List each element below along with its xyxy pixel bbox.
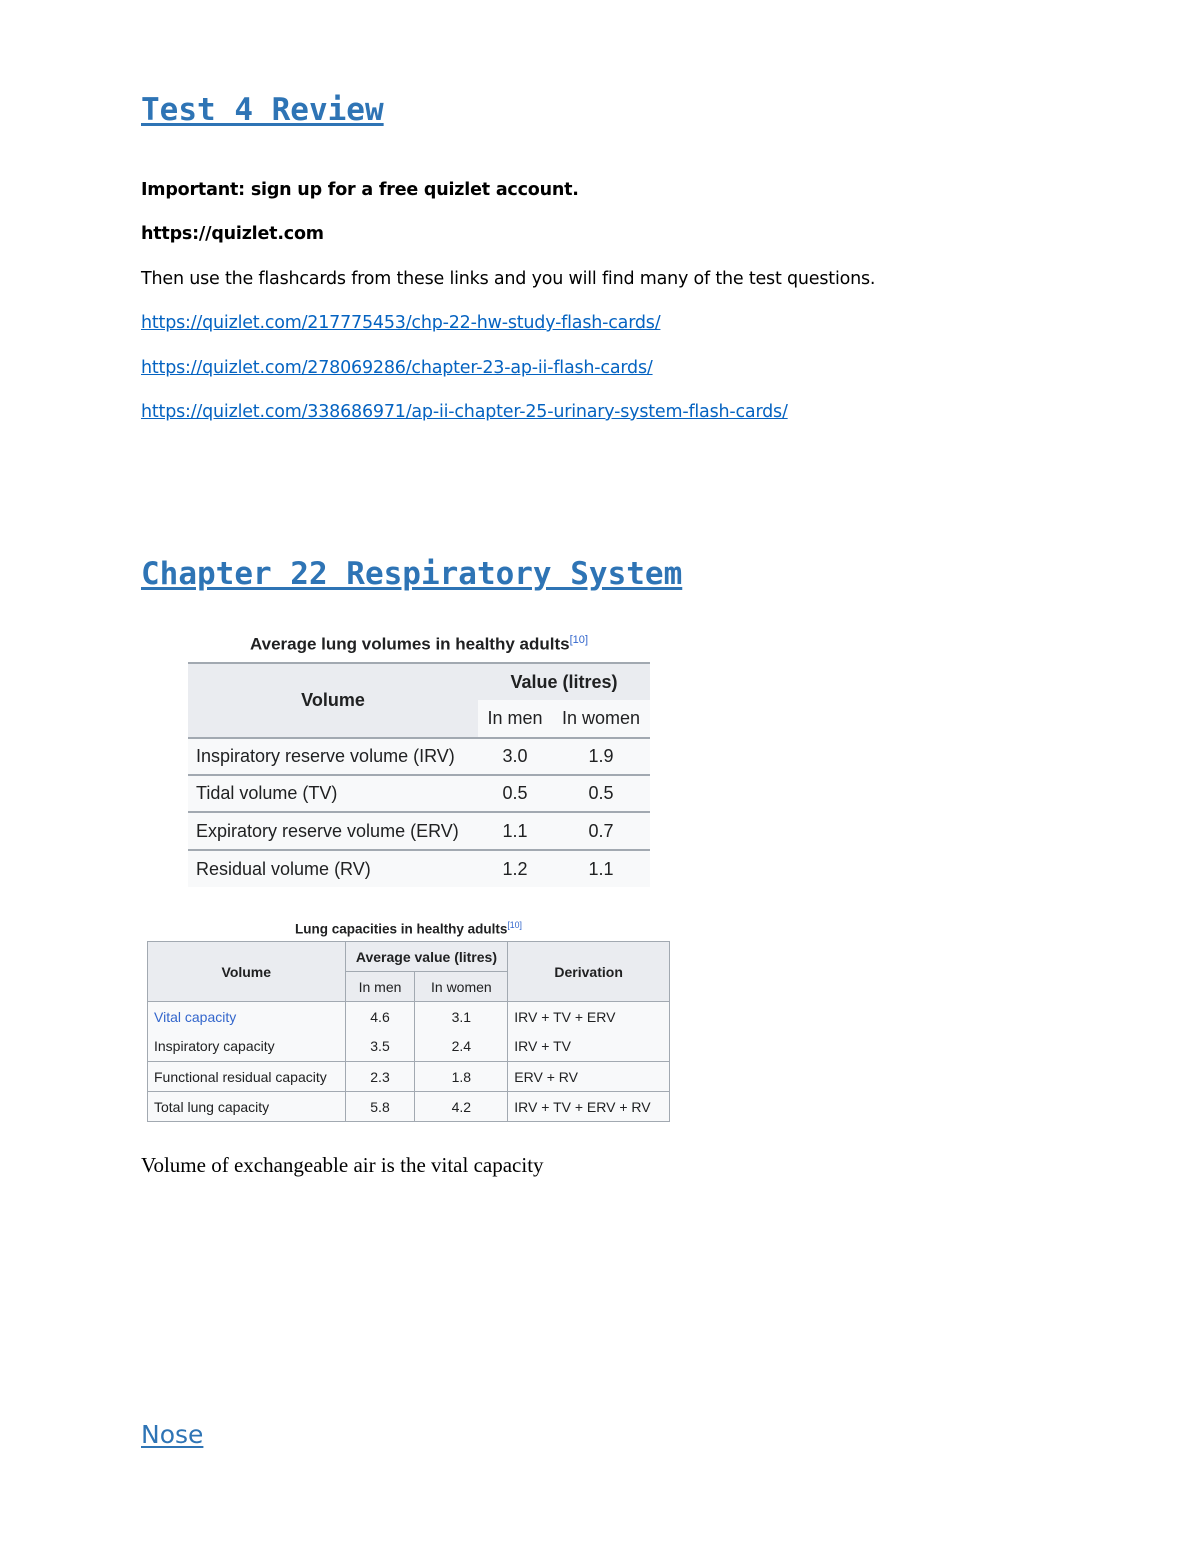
flashcard-link-chp25[interactable]: https://quizlet.com/338686971/ap-ii-chapter-25-urinary-system-flash-cards/ <box>141 402 788 422</box>
row-men: 0.5 <box>478 775 552 812</box>
row-name: Inspiratory capacity <box>148 1032 346 1062</box>
capacities-table-caption: Lung capacities in healthy adults[10] <box>295 920 522 937</box>
table-row <box>188 850 650 887</box>
col-header-men: In men <box>478 700 552 738</box>
instruction-text: Then use the flashcards from these links and you will find many of the test questions. <box>141 269 876 289</box>
lung-capacities-table <box>147 941 670 1122</box>
quizlet-url: https://quizlet.com <box>141 224 324 244</box>
row-derivation: IRV + TV + ERV + RV <box>508 1092 670 1122</box>
row-women: 1.8 <box>415 1062 508 1092</box>
table-row <box>188 775 650 812</box>
table-row <box>148 1092 670 1122</box>
row-women: 1.1 <box>588 858 614 879</box>
col-header-average: Average value (litres) <box>345 942 508 972</box>
row-women: 4.2 <box>415 1092 508 1122</box>
col-header-women: In women <box>415 972 508 1002</box>
table-row <box>188 812 650 850</box>
table-row <box>188 738 650 775</box>
flashcard-link-chp22[interactable]: https://quizlet.com/217775453/chp-22-hw-study-flash-cards/ <box>141 313 661 333</box>
row-women: 2.4 <box>415 1032 508 1062</box>
row-derivation: ERV + RV <box>508 1062 670 1092</box>
row-men: 4.6 <box>345 1002 415 1032</box>
col-header-derivation: Derivation <box>508 942 670 1002</box>
citation-ref[interactable]: [10] <box>507 920 522 930</box>
nose-heading: Nose <box>141 1420 204 1449</box>
table-row <box>148 1002 670 1032</box>
col-header-men: In men <box>345 972 415 1002</box>
row-women: 0.5 <box>552 775 650 812</box>
page-title: Test 4 Review <box>141 92 384 128</box>
col-header-volume: Volume <box>148 942 346 1002</box>
row-name: Tidal volume (TV) <box>188 775 478 812</box>
row-men: 3.0 <box>478 738 552 775</box>
row-derivation: IRV + TV <box>508 1032 670 1062</box>
row-name: Expiratory reserve volume (ERV) <box>188 812 478 850</box>
important-note: Important: sign up for a free quizlet account. <box>141 180 579 200</box>
table-row <box>148 1032 670 1062</box>
volumes-table-caption: Average lung volumes in healthy adults[10] <box>249 634 589 654</box>
vital-capacity-note: Volume of exchangeable air is the vital capacity <box>141 1153 544 1177</box>
vital-capacity-link[interactable]: Vital capacity <box>148 1002 346 1032</box>
row-derivation: IRV + TV + ERV <box>508 1002 670 1032</box>
row-name: Residual volume (RV) <box>196 858 371 879</box>
chapter-22-heading: Chapter 22 Respiratory System <box>141 556 683 592</box>
flashcard-link-chp23[interactable]: https://quizlet.com/278069286/chapter-23-ap-ii-flash-cards/ <box>141 358 653 378</box>
col-header-women: In women <box>552 700 650 738</box>
row-name: Total lung capacity <box>148 1092 346 1122</box>
row-men: 1.1 <box>478 812 552 850</box>
lung-volumes-table <box>188 662 650 887</box>
row-women: 1.9 <box>552 738 650 775</box>
col-header-value: Value (litres) <box>478 663 650 700</box>
citation-ref[interactable]: [10] <box>569 634 589 646</box>
row-name: Functional residual capacity <box>148 1062 346 1092</box>
row-men: 2.3 <box>345 1062 415 1092</box>
row-men: 5.8 <box>345 1092 415 1122</box>
col-header-volume: Volume <box>188 663 478 738</box>
table-row <box>148 1062 670 1092</box>
row-men: 1.2 <box>502 858 528 879</box>
row-name: Inspiratory reserve volume (IRV) <box>188 738 478 775</box>
row-women: 3.1 <box>415 1002 508 1032</box>
row-men: 3.5 <box>345 1032 415 1062</box>
row-women: 0.7 <box>552 812 650 850</box>
